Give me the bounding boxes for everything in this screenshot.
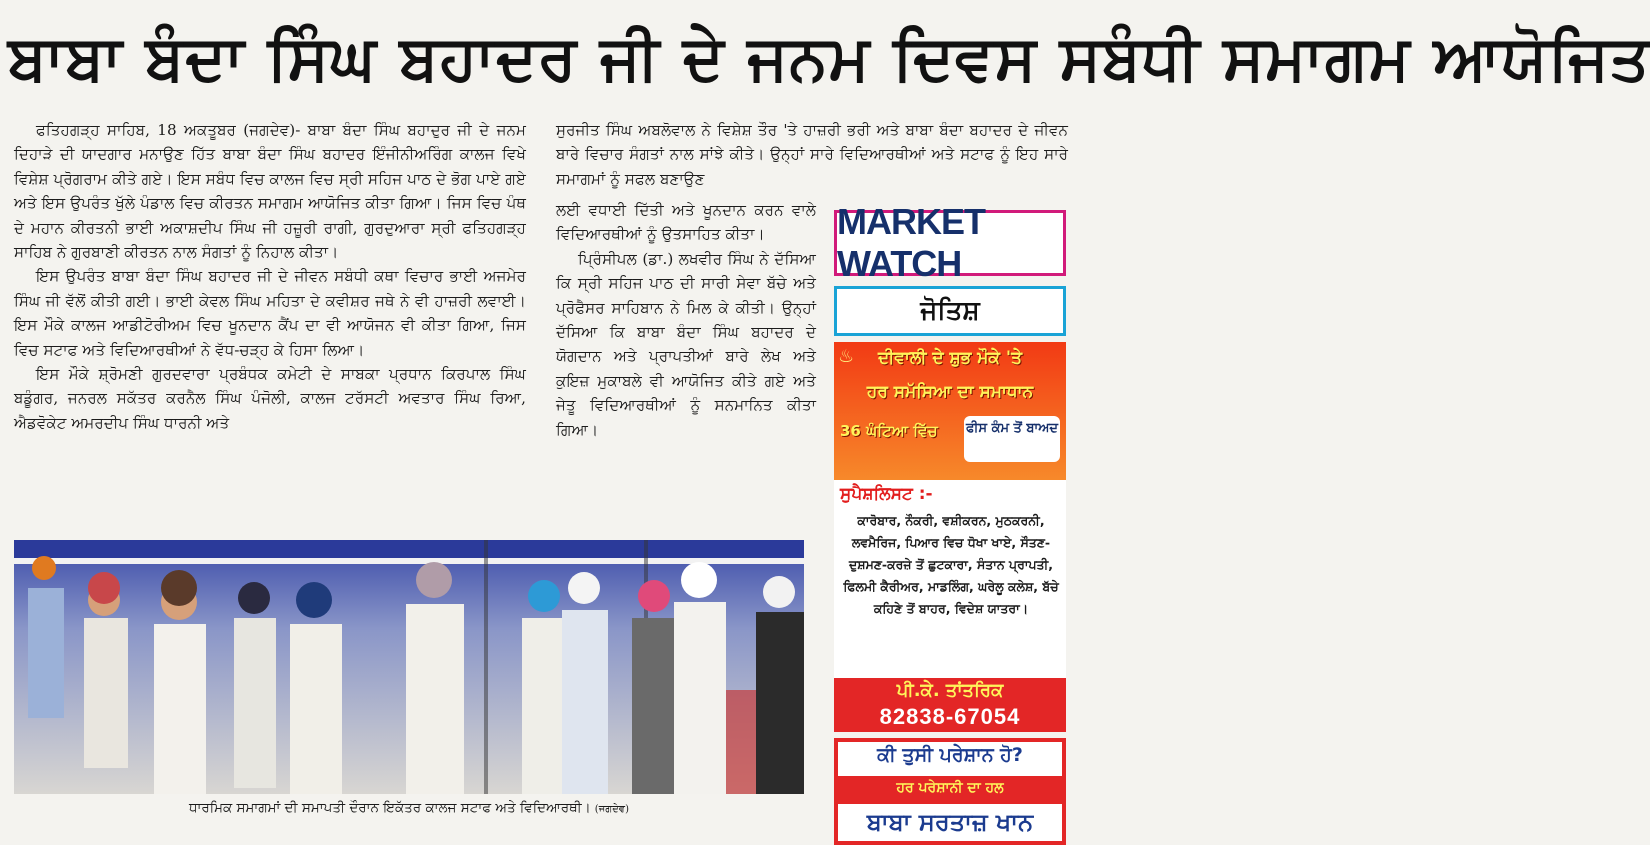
photo-credit: (ਜਗਦੇਵ) — [594, 804, 629, 815]
article-column-left — [14, 118, 526, 528]
market-watch-label: MARKET WATCH — [837, 201, 985, 284]
article-paragraph: ਇਸ ਉਪਰੰਤ ਬਾਬਾ ਬੰਦਾ ਸਿੰਘ ਬਹਾਦਰ ਜੀ ਦੇ ਜੀਵਨ ਸਬੰਧੀ ਕਥਾ ਵਿਚਾਰ ਭਾਈ ਅਜਮੇਰ ਸਿੰਘ ਜੀ ਵੱਲੋਂ ਕੀਤੀ ਗਈ। ਭਾਈ ਕੇਵਲ ਸਿੰਘ ਮਹਿਤਾ ਦੇ ਕਵੀਸ਼ਰ ਜਥੇ ਨੇ ਵੀ ਹਾਜ਼ਰੀ ਲਵਾਈ। ਇਸ ਮੌਕੇ ਕਾਲਜ ਆਡੀਟੋਰੀਅਮ ਵਿਚ ਖੂਨਦਾਨ ਕੈਂਪ ਦਾ ਵੀ ਆਯੋਜਨ ਵੀ ਕੀਤਾ ਗਿਆ, ਜਿਸ ਵਿਚ ਸਟਾਫ ਅਤੇ ਵਿਦਿਆਰਥੀਆਂ ਨੇ ਵੱਧ-ਚੜ੍ਹ ਕੇ ਹਿਸਾ ਲਿਆ। — [14, 267, 526, 359]
ad-solution-line: ਹਰ ਸਮੱਸਿਆ ਦਾ ਸਮਾਧਾਨ — [866, 382, 1034, 402]
article-paragraph: ਪ੍ਰਿੰਸੀਪਲ (ਡਾ.) ਲਖਵੀਰ ਸਿੰਘ ਨੇ ਦੱਸਿਆ ਕਿ ਸ੍ਰੀ ਸਹਿਜ ਪਾਠ ਦੀ ਸਾਰੀ ਸੇਵਾ ਬੱਚੇ ਅਤੇ ਪ੍ਰੋਫੈਸਰ ਸਾਹਿਬਾਨ ਨੇ ਮਿਲ ਕੇ ਕੀਤੀ। ਉਨ੍ਹਾਂ ਦੱਸਿਆ ਕਿ ਬਾਬਾ ਬੰਦਾ ਸਿੰਘ ਬਹਾਦਰ ਦੇ ਯੋਗਦਾਨ ਅਤੇ ਪ੍ਰਾਪਤੀਆਂ ਬਾਰੇ ਲੇਖ ਅਤੇ ਕੁਇਜ਼ ਮੁਕਾਬਲੇ ਵੀ ਆਯੋਜਿਤ ਕੀਤੇ ਗਏ ਅਤੇ ਜੇਤੂ ਵਿਦਿਆਰਥੀਆਂ ਨੂੰ ਸਨਮਾਨਿਤ ਕੀਤਾ ਗਿਆ। — [556, 249, 816, 439]
ad-hours-line: 36 ਘੰਟਿਆ ਵਿੱਚ — [840, 422, 938, 440]
photo-caption — [14, 800, 804, 816]
article-paragraph: ਸੁਰਜੀਤ ਸਿੰਘ ਅਬਲੋਵਾਲ ਨੇ ਵਿਸ਼ੇਸ਼ ਤੌਰ 'ਤੇ ਹਾਜ਼ਰੀ ਭਰੀ ਅਤੇ ਬਾਬਾ ਬੰਦਾ ਬਹਾਦਰ ਦੇ ਜੀਵਨ ਬਾਰੇ ਵਿਚਾਰ ਸੰਗਤਾਂ ਨਾਲ ਸਾਂਝੇ ਕੀਤੇ। ਉਨ੍ਹਾਂ ਸਾਰੇ ਵਿਦਿਆਰਥੀਆਂ ਅਤੇ ਸਟਾਫ ਨੂੰ ਇਹ ਸਾਰੇ ਸਮਾਗਮਾਂ ਨੂੰ ਸਫਲ ਬਣਾਉਣ — [556, 121, 1068, 188]
headline: ਬਾਬਾ ਬੰਦਾ ਸਿੰਘ ਬਹਾਦਰ ਜੀ ਦੇ ਜਨਮ ਦਿਵਸ ਸਬੰਧੀ ਸਮਾਗਮ ਆਯੋਜਿਤ — [8, 21, 1650, 94]
baba-advertisement — [834, 738, 1066, 845]
article-paragraph: ਲਈ ਵਧਾਈ ਦਿੱਤੀ ਅਤੇ ਖੂਨਦਾਨ ਕਰਨ ਵਾਲੇ ਵਿਦਿਆਰਥੀਆਂ ਨੂੰ ਉਤਸਾਹਿਤ ਕੀਤਾ। — [556, 201, 816, 244]
article-column-right-top — [556, 118, 1068, 198]
photo-caption-text: ਧਾਰਮਿਕ ਸਮਾਗਮਾਂ ਦੀ ਸਮਾਪਤੀ ਦੌਰਾਨ ਇਕੱਤਰ ਕਾਲਜ ਸਟਾਫ ਅਤੇ ਵਿਦਿਆਰਥੀ। — [189, 800, 591, 816]
market-watch-box[interactable] — [834, 201, 1066, 284]
ad-baba-name: ਬਾਬਾ ਸਰਤਾਜ਼ ਖਾਨ — [866, 808, 1034, 836]
ad-phone-number[interactable]: 82838-67054 — [879, 704, 1021, 729]
astrologer-advertisement — [834, 342, 1066, 732]
diya-lamp-icon: ♨ — [838, 346, 855, 367]
jyotish-label: ਜੋਤਿਸ਼ — [920, 295, 980, 326]
ad-header-band — [834, 342, 1066, 480]
article-paragraph: ਫਤਿਹਗੜ੍ਹ ਸਾਹਿਬ, 18 ਅਕਤੂਬਰ (ਜਗਦੇਵ)- ਬਾਬਾ ਬੰਦਾ ਸਿੰਘ ਬਹਾਦੁਰ ਜੀ ਦੇ ਜਨਮ ਦਿਹਾੜੇ ਦੀ ਯਾਦਗਾਰ ਮਨਾਉਣ ਹਿੱਤ ਬਾਬਾ ਬੰਦਾ ਸਿੰਘ ਬਹਾਦਰ ਇੰਜੀਨੀਅਰਿੰਗ ਕਾਲਜ ਵਿਖੇ ਵਿਸ਼ੇਸ਼ ਪ੍ਰੋਗਰਾਮ ਕੀਤੇ ਗਏ। ਇਸ ਸਬੰਧ ਵਿਚ ਕਾਲਜ ਵਿਚ ਸ੍ਰੀ ਸਹਿਜ ਪਾਠ ਦੇ ਭੋਗ ਪਾਏ ਗਏ ਅਤੇ ਇਸ ਉਪਰੰਤ ਖੁੱਲੇ ਪੰਡਾਲ ਵਿਚ ਕੀਰਤਨ ਸਮਾਗਮ ਆਯੋਜਿਤ ਕੀਤਾ ਗਿਆ। ਜਿਸ ਵਿਚ ਪੰਥ ਦੇ ਮਹਾਨ ਕੀਰਤਨੀ ਭਾਈ ਅਕਾਸ਼ਦੀਪ ਸਿੰਘ ਜੀ ਹਜ਼ੂਰੀ ਰਾਗੀ, ਗੁਰਦੁਆਰਾ ਸ੍ਰੀ ਫਤਿਹਗੜ੍ਹ ਸਾਹਿਬ ਨੇ ਗੁਰਬਾਣੀ ਕੀਰਤਨ ਨਾਲ ਸੰਗਤਾਂ ਨੂੰ ਨਿਹਾਲ ਕੀਤਾ। — [14, 121, 526, 262]
ad-services-list: ਕਾਰੋਬਾਰ, ਨੌਕਰੀ, ਵਸ਼ੀਕਰਨ, ਮੁਠਕਰਨੀ, ਲਵਮੈਰਿਜ, ਪਿਆਰ ਵਿਚ ਧੋਖਾ ਖਾਏ, ਸੌਤਣ-ਦੁਸ਼ਮਣ-ਕਰਜ਼ੇ ਤੋਂ ਛੁਟਕਾਰਾ, ਸੰਤਾਨ ਪ੍ਰਾਪਤੀ, ਫਿਲਮੀ ਕੈਰੀਅਰ, ਮਾਡਲਿੰਗ, ਘਰੇਲੂ ਕਲੇਸ਼, ਬੱਚੇ ਕਹਿਣੇ ਤੋਂ ਬਾਹਰ, ਵਿਦੇਸ਼ ਯਾਤਰਾ। — [843, 513, 1059, 616]
event-photo-image — [14, 540, 804, 794]
ad-fee-badge: ਫੀਸ ਕੰਮ ਤੋਂ ਬਾਅਦ — [964, 416, 1060, 462]
ad-contact-bar — [834, 678, 1066, 732]
event-photo — [14, 540, 804, 794]
article-column-right-narrow — [556, 198, 816, 528]
ad-specialist-heading: ਸੁਪੈਸ਼ਲਿਸਟ :- — [840, 484, 933, 504]
jyotish-box[interactable] — [834, 286, 1066, 336]
article-paragraph: ਇਸ ਮੌਕੇ ਸ਼੍ਰੋਮਣੀ ਗੁਰਦਵਾਰਾ ਪ੍ਰਬੰਧਕ ਕਮੇਟੀ ਦੇ ਸਾਬਕਾ ਪ੍ਰਧਾਨ ਕਿਰਪਾਲ ਸਿੰਘ ਬਡੂੰਗਰ, ਜਨਰਲ ਸਕੱਤਰ ਕਰਨੈਲ ਸਿੰਘ ਪੰਜੋਲੀ, ਕਾਲਜ ਟਰੱਸਟੀ ਅਵਤਾਰ ਸਿੰਘ ਰਿਆ, ਐਡਵੋਕੇਟ ਅਮਰਦੀਪ ਸਿੰਘ ਧਾਰਨੀ ਅਤੇ — [14, 365, 526, 432]
ad-sub-band — [838, 776, 1062, 804]
ad-subline: ਹਰ ਪਰੇਸ਼ਾਨੀ ਦਾ ਹਲ — [896, 780, 1004, 796]
ad-astrologer-name: ਪੀ.ਕੇ. ਤਾਂਤਰਿਕ — [896, 680, 1004, 701]
ad-question: ਕੀ ਤੁਸੀ ਪਰੇਸ਼ਾਨ ਹੋ? — [877, 744, 1023, 766]
ad-diwali-line: ਦੀਵਾਲੀ ਦੇ ਸ਼ੁਭ ਮੌਕੇ 'ਤੇ — [877, 348, 1023, 368]
